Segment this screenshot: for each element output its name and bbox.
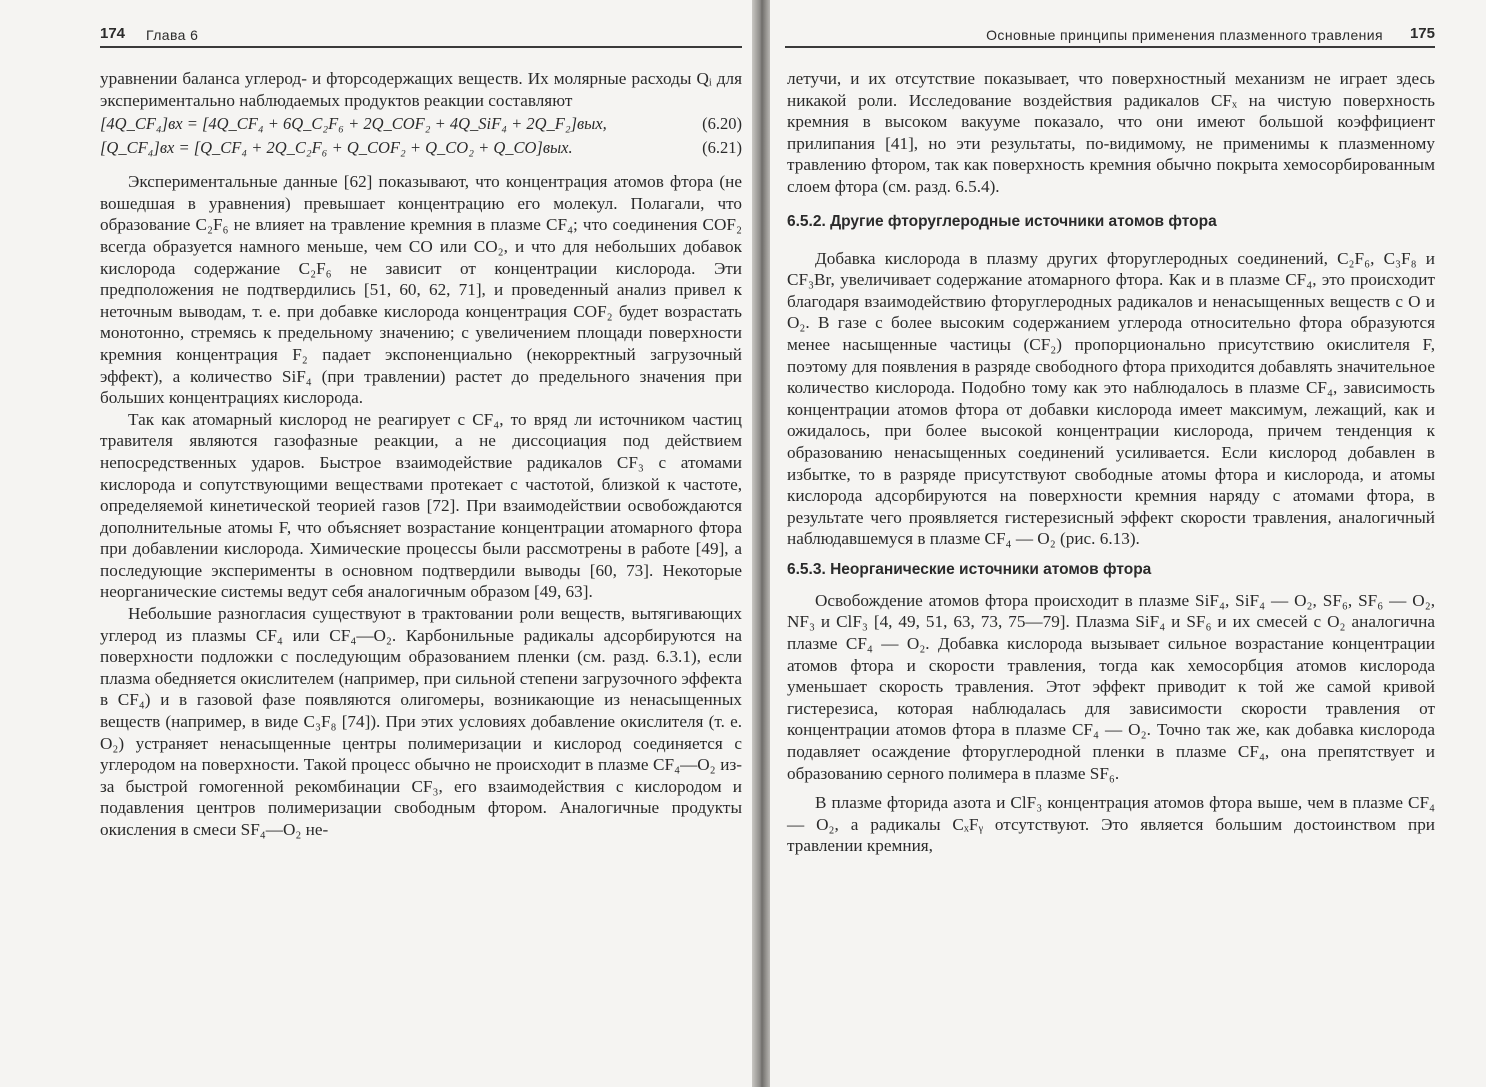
left-page-number: 174 bbox=[100, 25, 126, 42]
equation-text: [Q_CF₄]вх = [Q_CF₄ + 2Q_C₂F₆ + Q_COF₂ + Q_CO₂ + Q_CO]вых. bbox=[100, 138, 573, 158]
paragraph: Освобождение атомов фтора происходит в плазме SiF₄, SiF₄ — O₂, SF₆, SF₆ — O₂, NF₃ и ClF₃ [4, 49, 51, 63, 73, 75—79]. Плазма SiF₄ и SF₆ и их смесей с O₂ аналогична плазме CF₄ — O₂. Добавка кислорода вызывает сильное возрастание концентрации атомов фтора и скорости травления, тогда как хемосорбция атомов кислорода уменьшает скорость травления. Этот эффект приводит к той же самой кривой гистерезиса, которая наблюдалась для зависимости скорости травления от концентрации атомов фтора в плазме CF₄ — O₂. Точно так же, как добавка кислорода подавляет осаждение фторуглеродной пленки в плазме CF₄, она препятствует и образованию серного полимера в плазме SF₆. bbox=[787, 590, 1435, 783]
left-running-head: Глава 6 bbox=[146, 27, 199, 43]
right-page-number: 175 bbox=[1409, 25, 1435, 42]
book-gutter bbox=[752, 0, 770, 1087]
paragraph: Добавка кислорода в плазму других фторуглеродных соединений, C₂F₆, C₃F₈ и CF₃Br, увеличивает содержание атомарного фтора. Как и в плазме CF₄, это происходит благодаря взаимодействию фторуглеродных радикалов и ненасыщенных веществ с O и O₂. В газе с более высоким содержанием углерода относительно фтора образуются менее насыщенные частицы (CF₂) пропорционально присутствию окислителя F, поэтому для появления в разряде свободного фтора приходится добавлять значительное количество кислорода. Подобно тому как это наблюдалось в плазме CF₄, зависимость концентрации атомов фтора от добавки кислорода имеет максимум, лежащий, как и ожидалось, при более высокой концентрации кислорода, причем тенденция к образованию ненасыщенных соединений усиливается. Если кислород добавлен в избытке, то в разряде присутствуют свободные атомы фтора и кислорода, и атомы кислорода адсорбируются на поверхности кремния наряду с атомами фтора, в результате чего проявляется гистерезисный эффект скорости травления, аналогичный наблюдавшемуся в плазме CF₄ — O₂ (рис. 6.13). bbox=[787, 248, 1435, 549]
equation-number: (6.20) bbox=[702, 114, 742, 134]
section-heading-6-5-2: 6.5.2. Другие фторуглеродные источники атомов фтора bbox=[787, 212, 1217, 230]
paragraph: Так как атомарный кислород не реагирует с CF₄, то вряд ли источником частиц травителя являются газофазные реакции, а не диссоциация под действием непосредственных ударов. Быстрое взаимодействие радикалов CF₃ с атомами кислорода и сопутствующими веществами протекает с частотой, близкой к частоте, определяемой кинетической теорией газов [72]. При взаимодействии освобождаются дополнительные атомы F, что объясняет возрастание концентрации атомарного фтора при добавлении кислорода. Химические процессы были рассмотрены в работе [49], а последующие эксперименты в основном подтвердили выводы [60, 73]. Некоторые неорганические системы ведут себя аналогичным образом [49, 63]. bbox=[100, 409, 742, 602]
right-running-head: Основные принципы применения плазменного травления bbox=[986, 27, 1383, 43]
paragraph: Небольшие разногласия существуют в трактовании роли веществ, вытягивающих углерод из плазмы CF₄ или CF₄—O₂. Карбонильные радикалы адсорбируются на поверхности подложки с последующим образованием пленки (см. разд. 6.3.1), если плазма обедняется окислителем (например, при сильной степени загрузочного эффекта в CF₄) и в газовой фазе появляются олигомеры, возникающие из ненасыщенных веществ (например, в виде C₃F₈ [74]). При этих условиях добавление окислителя (т. е. O₂) устраняет ненасыщенные центры полимеризации и кислород соединяется с углеродом на поверхности. Такой процесс обычно не происходит в плазме CF₄—O₂ из-за быстрой гомогенной рекомбинации CF₃, его взаимодействия с кислородом и подавления центров полимеризации свободным фтором. Аналогичные продукты окисления в смеси SF₄—O₂ не- bbox=[100, 604, 742, 839]
paragraph: В плазме фторида азота и ClF₃ концентрация атомов фтора выше, чем в плазме CF₄ — O₂, а радикалы CₓFᵧ отсутствуют. Это является большим достоинством при травлении кремния, bbox=[787, 793, 1435, 856]
right-page bbox=[770, 0, 1486, 1087]
left-page-body bbox=[100, 68, 742, 841]
equation-6-20 bbox=[100, 113, 742, 135]
right-page-body bbox=[787, 68, 1435, 857]
equation-text: [4Q_CF₄]вх = [4Q_CF₄ + 6Q_C₂F₆ + 2Q_COF₂ + 4Q_SiF₄ + 2Q_F₂]вых, bbox=[100, 114, 607, 134]
paragraph: летучи, и их отсутствие показывает, что поверхностный механизм не играет здесь никакой роли. Исследование воздействия радикалов CFₓ на чистую поверхность кремния в высоком вакууме показало, что они имеют большой коэффициент прилипания [41], но эти результаты, по-видимому, не применимы к плазменному травлению фтором, так как поверхность кремния обычно покрыта хемосорбированным слоем фтора (см. разд. 6.5.4). bbox=[787, 69, 1435, 196]
section-heading-6-5-3: 6.5.3. Неорганические источники атомов фтора bbox=[787, 560, 1152, 578]
right-page-header bbox=[785, 22, 1435, 48]
left-page-header bbox=[100, 22, 742, 48]
equation-6-21 bbox=[100, 137, 742, 159]
paragraph: уравнении баланса углерод- и фторсодержащих веществ. Их молярные расходы Qᵢ для экспериментально наблюдаемых продуктов реакции составляют bbox=[100, 69, 742, 110]
equation-number: (6.21) bbox=[702, 138, 742, 158]
paragraph: Экспериментальные данные [62] показывают, что концентрация атомов фтора (не вошедшая в уравнения) превышает концентрацию его молекул. Полагали, что образование C₂F₆ не влияет на травление кремния в плазме CF₄; что соединения COF₂ всегда образуется намного меньше, чем CO или CO₂, и что для небольших добавок кислорода содержание C₂F₆ не зависит от концентрации кислорода. Эти предположения не подтвердились [51, 60, 62, 71], и проведенный анализ привел к неточным выводам, т. е. при добавке кислорода концентрация COF₂ будет возрастать монотонно, стремясь к предельному значению; с увеличением площади поверхности кремния концентрация F₂ падает экспоненциально (некорректный загрузочный эффект), а количество SiF₄ (при травлении) растет до предельного значения при больших концентрациях кислорода. bbox=[100, 172, 742, 408]
